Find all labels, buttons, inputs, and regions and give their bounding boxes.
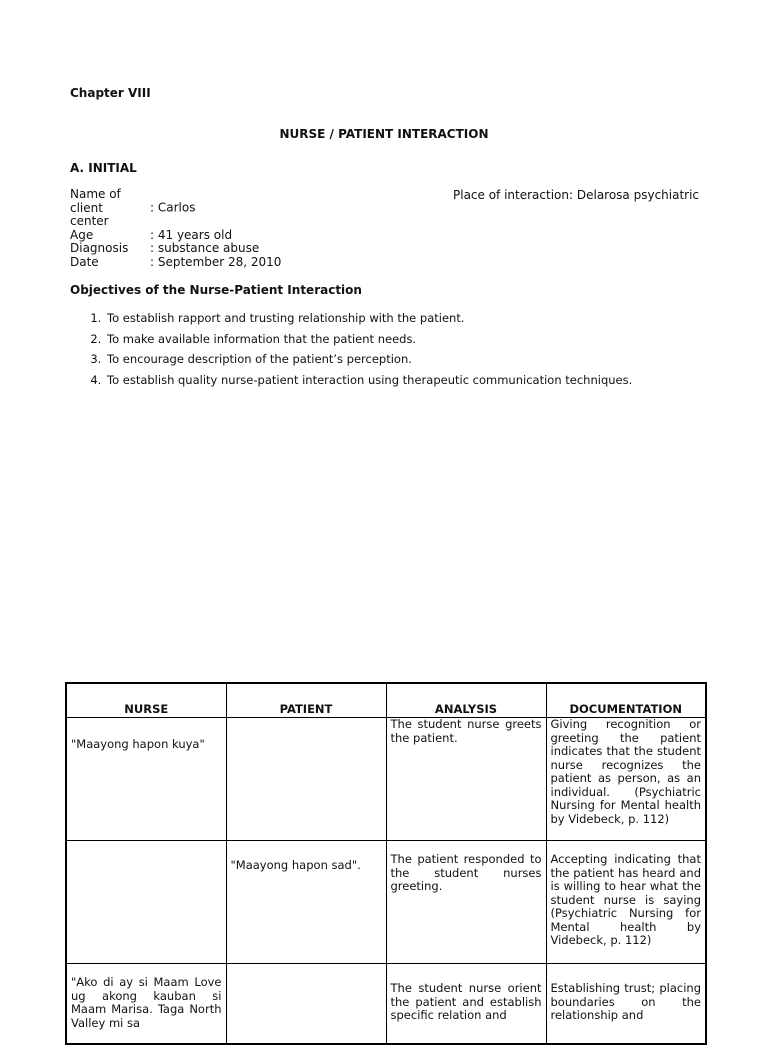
- page-title: NURSE / PATIENT INTERACTION: [279, 127, 489, 141]
- chapter-label: Chapter VIII: [70, 86, 151, 100]
- patient-cell: "Maayong hapon sad".: [226, 841, 386, 964]
- objective-item: 4. To establish quality nurse-patient interaction using therapeutic communication techniques.: [105, 373, 632, 387]
- diagnosis-value: : substance abuse: [150, 241, 260, 256]
- section-heading: A. INITIAL: [70, 161, 137, 175]
- client-name-row: [70, 188, 281, 215]
- diagnosis-label: Diagnosis: [70, 241, 129, 256]
- table-header-row: [66, 683, 706, 718]
- header-analysis: ANALYSIS: [386, 683, 546, 718]
- place-label: Place of interaction: Delarosa psychiatric: [453, 188, 700, 202]
- table-row: [66, 964, 706, 1044]
- nurse-cell: [66, 841, 226, 964]
- analysis-cell: The student nurse greets the patient.: [386, 718, 546, 841]
- client-name-value: : Carlos: [150, 200, 196, 215]
- place-cont: center: [70, 214, 109, 229]
- client-info: [70, 188, 281, 270]
- header-patient: PATIENT: [226, 683, 386, 718]
- objective-item: 1. To establish rapport and trusting relationship with the patient.: [105, 311, 632, 325]
- nurse-cell: "Maayong hapon kuya": [66, 718, 226, 841]
- age-value: : 41 years old: [150, 227, 233, 242]
- documentation-cell: Accepting indicating that the patient has heard and is willing to hear what the student nurse is saying (Psychiatric Nursing for Mental health by Videbeck, p. 112): [546, 841, 706, 964]
- age-row: [70, 229, 281, 243]
- diagnosis-row: [70, 242, 281, 256]
- date-value: : September 28, 2010: [150, 254, 282, 269]
- documentation-cell: Giving recognition or greeting the patient indicates that the student nurse recognizes the patient as person, as an individual. (Psychiatric Nursing for Mental health by Videbeck, p. 112): [546, 718, 706, 841]
- client-name-label: Name of client: [70, 187, 121, 215]
- date-row: [70, 256, 281, 270]
- objectives-list-wrap: [70, 311, 632, 393]
- objective-item: 2. To make available information that the patient needs.: [105, 332, 632, 346]
- patient-cell: [226, 718, 386, 841]
- objectives-heading: Objectives of the Nurse-Patient Interaction: [70, 283, 362, 297]
- table-row: [66, 718, 706, 841]
- analysis-cell: The patient responded to the student nurses greeting.: [386, 841, 546, 964]
- age-label: Age: [70, 227, 94, 242]
- interaction-table: [65, 682, 707, 1045]
- table-row: [66, 841, 706, 964]
- documentation-cell: Establishing trust; placing boundaries on the relationship and: [546, 964, 706, 1044]
- objective-item: 3. To encourage description of the patient’s perception.: [105, 352, 632, 366]
- header-documentation: DOCUMENTATION: [546, 683, 706, 718]
- date-label: Date: [70, 254, 99, 269]
- nurse-cell: "Ako di ay si Maam Love ug akong kauban si Maam Marisa. Taga North Valley mi sa: [66, 964, 226, 1044]
- header-nurse: NURSE: [66, 683, 226, 718]
- patient-cell: [226, 964, 386, 1044]
- objectives-list: [70, 311, 632, 387]
- analysis-cell: The student nurse orient the patient and establish specific relation and: [386, 964, 546, 1044]
